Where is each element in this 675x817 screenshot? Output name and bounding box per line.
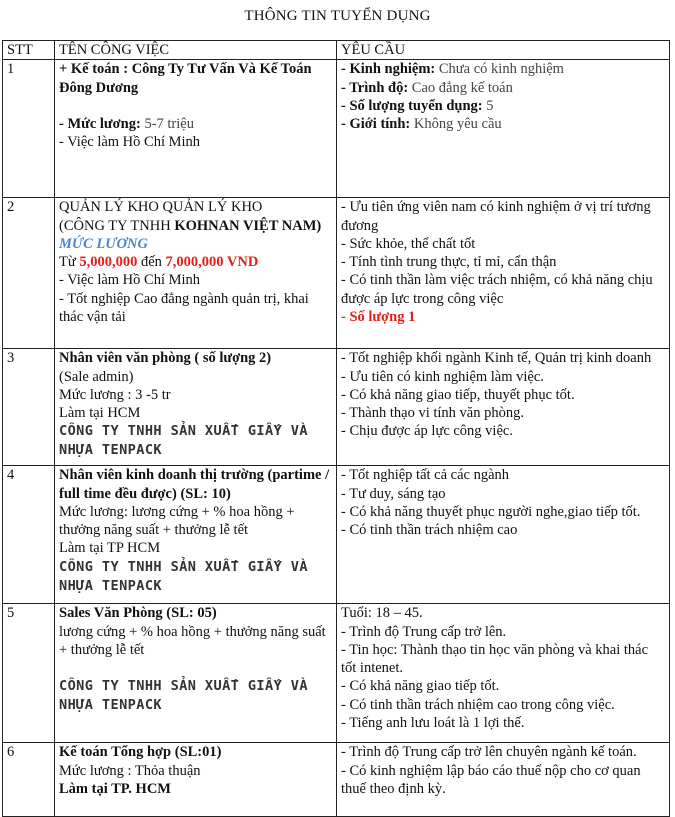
- requirement-item: - Tin học: Thành thạo tin học văn phòng và khai thác tốt intenet.: [341, 641, 649, 677]
- page-title: THÔNG TIN TUYỂN DỤNG: [244, 8, 431, 24]
- company-name: CÔNG TY TNHH SẢN XUẤT GIẤY VÀ NHỰA TENPACK: [59, 423, 308, 459]
- company-name: CÔNG TY TNHH SẢN XUẤT GIẤY VÀ NHỰA TENPACK: [59, 678, 308, 714]
- header-job: TÊN CÔNG VIỆC: [55, 41, 337, 60]
- job-cell: [55, 349, 337, 466]
- requirement-item: - Ưu tiên ứng viên nam có kinh nghiệm ở vị trí tương đương: [341, 199, 651, 234]
- job-cell: [55, 743, 337, 817]
- job-cell: [55, 466, 337, 604]
- job-cell: [55, 604, 337, 743]
- salary-line: lương cứng + % hoa hồng + thưởng năng suất + thưởng lễ tết: [59, 623, 326, 658]
- quantity-line: - Số lượng 1: [341, 309, 416, 326]
- requirements-cell: [337, 198, 670, 349]
- row-number: 5: [3, 604, 55, 743]
- requirement-item: - Trình độ: Cao đẳng kế toán: [341, 79, 513, 96]
- location-line: Làm tại TP HCM: [59, 540, 161, 557]
- job-cell: [55, 60, 337, 198]
- requirement-item: - Kinh nghiệm: Chưa có kinh nghiệm: [341, 61, 564, 78]
- requirement-item: - Có tinh thần trách nhiệm cao: [341, 522, 518, 539]
- location-line: - Việc làm Hồ Chí Minh: [59, 272, 201, 289]
- job-title: Sales Văn Phòng (SL: 05): [59, 605, 217, 622]
- requirement-item: - Tốt nghiệp tất cả các ngành: [341, 467, 510, 484]
- header-requirements: YÊU CẦU: [337, 41, 670, 60]
- requirement-item: - Có khả năng thuyết phục người nghe,giao tiếp tốt.: [341, 503, 641, 520]
- job-company: (CÔNG TY TNHH KOHNAN VIỆT NAM): [59, 217, 322, 234]
- job-cell: [55, 198, 337, 349]
- row-number: 1: [3, 60, 55, 198]
- row-number: 4: [3, 466, 55, 604]
- job-title: Kế toán Tổng hợp (SL:01): [59, 744, 222, 761]
- requirement-item: - Trình độ Trung cấp trở lên chuyên ngành kế toán.: [341, 744, 637, 761]
- location-line: Làm tại TP. HCM: [59, 780, 171, 797]
- salary-line: - Mức lương: 5-7 triệu: [59, 116, 194, 133]
- salary-line: Mức lương : 3 -5 tr: [59, 386, 171, 403]
- salary-range: Từ 5,000,000 đến 7,000,000 VND: [59, 254, 259, 271]
- requirement-item: - Trình độ Trung cấp trở lên.: [341, 623, 507, 640]
- requirements-cell: [337, 466, 670, 604]
- requirement-item: - Tiếng anh lưu loát là 1 lợi thế.: [341, 715, 525, 732]
- job-subtitle: (Sale admin): [59, 368, 134, 385]
- requirements-cell: [337, 743, 670, 817]
- requirement-item: - Có tinh thần làm việc trách nhiệm, có khả năng chịu được áp lực trong công việc: [341, 272, 653, 307]
- requirement-item: - Có khả năng giao tiếp, thuyết phục tốt.: [341, 386, 575, 403]
- row-number: 3: [3, 349, 55, 466]
- requirement-item: - Có kinh nghiệm lập báo cáo thuế nộp cho cơ quan thuế theo định kỳ.: [341, 762, 641, 797]
- salary-line: Mức lương: lương cứng + % hoa hồng + thưởng năng suất + thưởng lễ tết: [59, 503, 295, 539]
- location-line: - Việc làm Hồ Chí Minh: [59, 134, 201, 151]
- jobs-table: [2, 40, 670, 817]
- requirements-cell: [337, 349, 670, 466]
- company-name: CÔNG TY TNHH SẢN XUẤT GIẤY VÀ NHỰA TENPACK: [59, 558, 308, 594]
- table-row: [3, 604, 670, 743]
- requirement-item: - Có khả năng giao tiếp tốt.: [341, 678, 500, 695]
- requirement-item: Tuổi: 18 – 45.: [341, 605, 423, 622]
- location-line: Làm tại HCM: [59, 405, 141, 422]
- requirement-item: - Có tinh thần trách nhiệm cao trong công việc.: [341, 696, 615, 713]
- requirement-item: - Ưu tiên có kinh nghiệm làm việc.: [341, 368, 544, 385]
- salary-line: Mức lương : Thỏa thuận: [59, 762, 201, 779]
- education-line: - Tốt nghiệp Cao đẳng ngành quản trị, khai thác vận tải: [59, 290, 309, 326]
- requirements-cell: [337, 60, 670, 198]
- table-row: [3, 349, 670, 466]
- table-row: [3, 466, 670, 604]
- requirement-item: - Sức khỏe, thể chất tốt: [341, 235, 476, 252]
- table-row: [3, 198, 670, 349]
- requirement-item: - Giới tính: Không yêu cầu: [341, 116, 502, 133]
- row-number: 6: [3, 743, 55, 817]
- table-row: [3, 60, 670, 198]
- job-title: QUẢN LÝ KHO QUẢN LÝ KHO: [59, 199, 263, 216]
- requirement-item: - Thành thạo vi tính văn phòng.: [341, 405, 524, 422]
- job-title: Nhân viên văn phòng ( số lượng 2): [59, 350, 272, 367]
- requirement-item: - Tư duy, sáng tạo: [341, 485, 446, 502]
- table-header-row: [3, 41, 670, 60]
- job-title: Nhân viên kinh doanh thị trường (partime / full time đều được) (SL: 10): [59, 467, 330, 502]
- table-row: [3, 743, 670, 817]
- job-title: + Kế toán : Công Ty Tư Vấn Và Kế Toán Đông Dương: [59, 61, 312, 96]
- salary-heading: MỨC LƯƠNG: [59, 235, 148, 252]
- requirement-item: - Tốt nghiệp khối ngành Kinh tế, Quản trị kinh doanh: [341, 350, 652, 367]
- requirement-item: - Tính tình trung thực, tỉ mỉ, cẩn thận: [341, 254, 557, 271]
- header-stt: STT: [3, 41, 55, 60]
- requirements-cell: [337, 604, 670, 743]
- row-number: 2: [3, 198, 55, 349]
- requirement-item: - Số lượng tuyển dụng: 5: [341, 97, 494, 114]
- requirement-item: - Chịu được áp lực công việc.: [341, 423, 513, 440]
